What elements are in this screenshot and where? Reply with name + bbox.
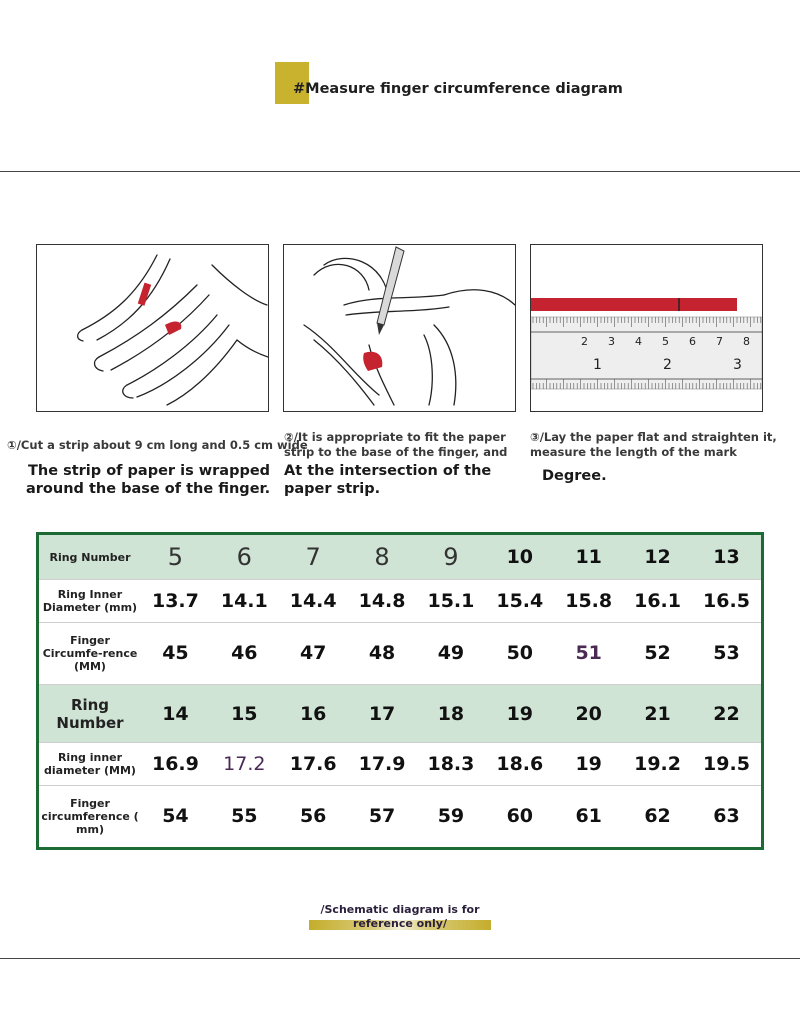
- table-row: [39, 622, 761, 685]
- table-cell: 16: [279, 685, 348, 743]
- table-cell: 21: [623, 685, 692, 743]
- table-cell: 48: [348, 622, 417, 685]
- table-cell: 45: [141, 622, 210, 685]
- table-cell: 14.4: [279, 580, 348, 622]
- table-cell: 46: [210, 622, 279, 685]
- step-1-caption-big-line-2: around the base of the finger.: [26, 481, 271, 497]
- step-2-caption-big-line-2: paper strip.: [284, 481, 381, 497]
- table-cell: 55: [231, 805, 258, 828]
- step-1-illustration: [36, 244, 269, 412]
- table-row: [39, 785, 761, 847]
- pen-marking-finger-illustration: [284, 245, 515, 411]
- table-cell: 49: [417, 622, 486, 685]
- table-row: [39, 535, 761, 580]
- ruler-cm-label: 1: [593, 357, 602, 373]
- step-3-illustration: [530, 244, 763, 412]
- ruler-mm-label: 5: [662, 335, 669, 348]
- step-2-caption-small-line-1: ②/It is appropriate to fit the paper: [284, 430, 506, 444]
- table-cell: 20: [554, 685, 623, 743]
- table-cell: 9: [417, 535, 486, 580]
- table-cell: 63: [713, 805, 740, 828]
- row-label: Finger circumference ( mm): [41, 796, 139, 836]
- reference-note-text: [309, 903, 491, 931]
- ruler-measure-illustration: [531, 245, 762, 411]
- table-cell: 14.1: [210, 580, 279, 622]
- table-cell: 18: [417, 685, 486, 743]
- ruler-cm-label: 2: [663, 357, 672, 373]
- table-cell: 15.1: [417, 580, 486, 622]
- table-cell: 50: [485, 622, 554, 685]
- table-cell: 6: [210, 535, 279, 580]
- table-cell: 18.3: [417, 743, 486, 785]
- table-cell: 10: [485, 535, 554, 580]
- ruler-mm-label: 7: [716, 335, 723, 348]
- table-cell: 17.6: [279, 743, 348, 785]
- step-2-illustration: [283, 244, 516, 412]
- table-cell: 60: [506, 805, 534, 828]
- ruler-cm-label: 3: [733, 357, 742, 373]
- row-label: Ring inner diameter (MM): [39, 743, 141, 785]
- table-cell: 16.5: [692, 580, 761, 622]
- table-cell: 52: [623, 622, 692, 685]
- title-block: [275, 62, 695, 104]
- table-cell: 16.9: [141, 743, 210, 785]
- table-cell: 16.1: [623, 580, 692, 622]
- table-row: [39, 580, 761, 622]
- ring-size-grid: [39, 535, 761, 847]
- table-cell: 53: [692, 622, 761, 685]
- table-cell: 18.6: [485, 743, 554, 785]
- ring-size-table: [36, 532, 764, 850]
- ruler-mm-label: 8: [743, 335, 750, 348]
- row-label: Ring Number: [39, 535, 141, 580]
- table-cell: 62: [644, 805, 671, 828]
- table-cell: 15.8: [554, 580, 623, 622]
- table-cell: 12: [623, 535, 692, 580]
- ring-on-finger-illustration: [37, 245, 268, 411]
- table-cell: 5: [141, 535, 210, 580]
- table-cell: 14: [141, 685, 210, 743]
- table-cell: 19: [554, 743, 623, 785]
- reference-note: [309, 903, 491, 931]
- ruler-mm-label: 2: [581, 335, 588, 348]
- table-cell: 19.2: [623, 743, 692, 785]
- row-label: Ring Inner Diameter (mm): [39, 580, 141, 622]
- step-3-caption-small-line-1: ③/Lay the paper flat and straighten it,: [530, 430, 777, 444]
- page-title: #Measure finger circumference diagram: [293, 81, 623, 97]
- step-1-caption-small: ①/Cut a strip about 9 cm long and 0.5 cm wide: [7, 438, 308, 452]
- table-cell: 56: [299, 805, 327, 828]
- table-cell: 15.4: [485, 580, 554, 622]
- top-divider: [0, 171, 800, 172]
- table-cell: 7: [279, 535, 348, 580]
- ruler-mm-label: 6: [689, 335, 696, 348]
- table-cell: 57: [368, 805, 396, 828]
- table-cell: 19.5: [692, 743, 761, 785]
- step-3-caption-small-line-2: measure the length of the mark: [530, 445, 737, 459]
- table-row: [39, 743, 761, 785]
- step-2-caption-small-line-2: strip to the base of the finger, and: [284, 445, 508, 459]
- table-cell: 13: [692, 535, 761, 580]
- table-cell: 14.8: [348, 580, 417, 622]
- row-label: Ring Number: [39, 685, 141, 743]
- table-cell: 17: [348, 685, 417, 743]
- table-cell: 11: [554, 535, 623, 580]
- table-cell: 59: [437, 805, 465, 828]
- ruler-mm-label: 4: [635, 335, 642, 348]
- table-cell: 61: [575, 805, 602, 828]
- table-cell: 19: [485, 685, 554, 743]
- table-cell: 17.9: [348, 743, 417, 785]
- table-cell: 51: [554, 622, 623, 685]
- table-cell: 15: [210, 685, 279, 743]
- table-row: [39, 685, 761, 743]
- table-cell: 17.2: [210, 743, 279, 785]
- table-cell: 13.7: [141, 580, 210, 622]
- step-3-caption-big: Degree.: [542, 468, 607, 484]
- ruler-mm-label: 3: [608, 335, 615, 348]
- table-cell: 47: [279, 622, 348, 685]
- table-cell: 8: [348, 535, 417, 580]
- table-cell: 54: [162, 805, 189, 828]
- reference-note-line-2: reference only/: [352, 917, 447, 930]
- step-2-caption-big-line-1: At the intersection of the: [284, 463, 492, 479]
- reference-note-line-1: /Schematic diagram is for: [320, 903, 480, 916]
- bottom-divider: [0, 958, 800, 959]
- table-cell: 22: [692, 685, 761, 743]
- row-label: Finger Circumfe-rence (MM): [39, 622, 141, 685]
- step-1-caption-big-line-1: The strip of paper is wrapped: [28, 463, 271, 479]
